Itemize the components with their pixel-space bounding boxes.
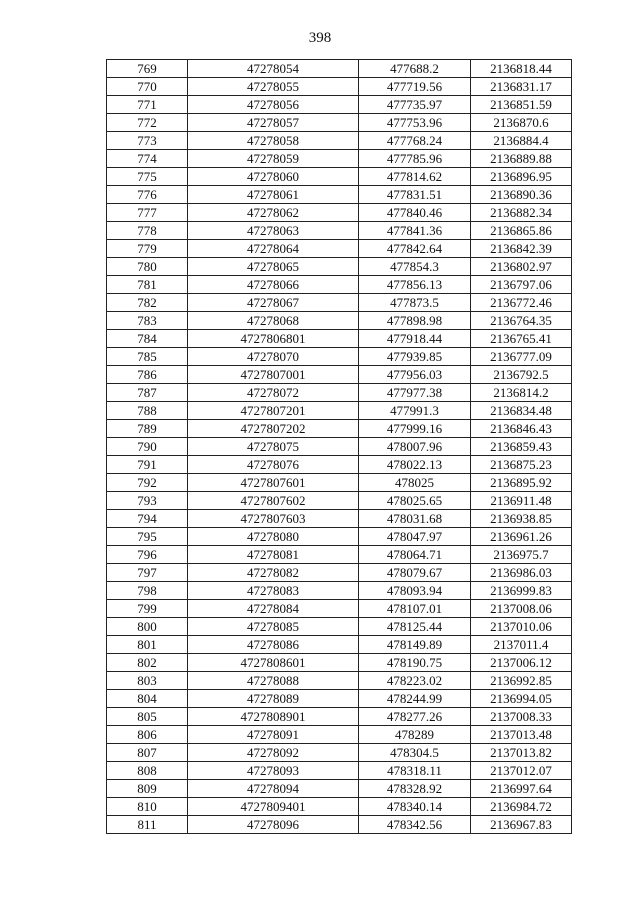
x-coordinate-cell: 478079.67 xyxy=(359,564,471,582)
page-number: 398 xyxy=(308,30,332,46)
x-coordinate-cell: 477898.98 xyxy=(359,312,471,330)
x-coordinate-cell: 477854.3 xyxy=(359,258,471,276)
table-row xyxy=(107,384,572,402)
x-coordinate-cell: 478047.97 xyxy=(359,528,471,546)
table-row xyxy=(107,330,572,348)
y-coordinate-cell: 2136986.03 xyxy=(471,564,572,582)
table-row xyxy=(107,258,572,276)
table-row xyxy=(107,96,572,114)
x-coordinate-cell: 477840.46 xyxy=(359,204,471,222)
row-number-cell: 800 xyxy=(107,618,188,636)
point-id-cell: 47278062 xyxy=(188,204,359,222)
table-row xyxy=(107,456,572,474)
table-row xyxy=(107,420,572,438)
table-row xyxy=(107,204,572,222)
table-row xyxy=(107,240,572,258)
x-coordinate-cell: 478190.75 xyxy=(359,654,471,672)
y-coordinate-cell: 2137012.07 xyxy=(471,762,572,780)
table-row xyxy=(107,132,572,150)
x-coordinate-cell: 477841.36 xyxy=(359,222,471,240)
point-id-cell: 4727807202 xyxy=(188,420,359,438)
x-coordinate-cell: 478244.99 xyxy=(359,690,471,708)
x-coordinate-cell: 478007.96 xyxy=(359,438,471,456)
row-number-cell: 807 xyxy=(107,744,188,762)
y-coordinate-cell: 2136870.6 xyxy=(471,114,572,132)
y-coordinate-cell: 2137008.33 xyxy=(471,708,572,726)
x-coordinate-cell: 477831.51 xyxy=(359,186,471,204)
row-number-cell: 805 xyxy=(107,708,188,726)
table-row xyxy=(107,276,572,294)
row-number-cell: 808 xyxy=(107,762,188,780)
row-number-cell: 789 xyxy=(107,420,188,438)
row-number-cell: 773 xyxy=(107,132,188,150)
x-coordinate-cell: 477918.44 xyxy=(359,330,471,348)
y-coordinate-cell: 2136994.05 xyxy=(471,690,572,708)
x-coordinate-cell: 477753.96 xyxy=(359,114,471,132)
table-row xyxy=(107,366,572,384)
point-id-cell: 47278072 xyxy=(188,384,359,402)
row-number-cell: 784 xyxy=(107,330,188,348)
y-coordinate-cell: 2137013.48 xyxy=(471,726,572,744)
row-number-cell: 788 xyxy=(107,402,188,420)
table-row xyxy=(107,222,572,240)
point-id-cell: 47278056 xyxy=(188,96,359,114)
point-id-cell: 47278059 xyxy=(188,150,359,168)
y-coordinate-cell: 2136889.88 xyxy=(471,150,572,168)
point-id-cell: 47278091 xyxy=(188,726,359,744)
table-row xyxy=(107,600,572,618)
table-row xyxy=(107,618,572,636)
x-coordinate-cell: 477735.97 xyxy=(359,96,471,114)
y-coordinate-cell: 2136865.86 xyxy=(471,222,572,240)
point-id-cell: 47278076 xyxy=(188,456,359,474)
coordinates-table xyxy=(106,59,572,834)
table-row xyxy=(107,186,572,204)
y-coordinate-cell: 2136882.34 xyxy=(471,204,572,222)
table-row xyxy=(107,168,572,186)
table-row xyxy=(107,348,572,366)
row-number-cell: 792 xyxy=(107,474,188,492)
y-coordinate-cell: 2136846.43 xyxy=(471,420,572,438)
y-coordinate-cell: 2136851.59 xyxy=(471,96,572,114)
y-coordinate-cell: 2136818.44 xyxy=(471,60,572,78)
row-number-cell: 799 xyxy=(107,600,188,618)
point-id-cell: 47278084 xyxy=(188,600,359,618)
table-body xyxy=(107,60,572,834)
y-coordinate-cell: 2136961.26 xyxy=(471,528,572,546)
row-number-cell: 782 xyxy=(107,294,188,312)
row-number-cell: 770 xyxy=(107,78,188,96)
x-coordinate-cell: 477873.5 xyxy=(359,294,471,312)
row-number-cell: 795 xyxy=(107,528,188,546)
x-coordinate-cell: 477768.24 xyxy=(359,132,471,150)
point-id-cell: 47278081 xyxy=(188,546,359,564)
y-coordinate-cell: 2136764.35 xyxy=(471,312,572,330)
table-row xyxy=(107,582,572,600)
x-coordinate-cell: 478025.65 xyxy=(359,492,471,510)
x-coordinate-cell: 478289 xyxy=(359,726,471,744)
row-number-cell: 775 xyxy=(107,168,188,186)
point-id-cell: 4727807603 xyxy=(188,510,359,528)
row-number-cell: 802 xyxy=(107,654,188,672)
point-id-cell: 47278089 xyxy=(188,690,359,708)
table-row xyxy=(107,294,572,312)
point-id-cell: 47278064 xyxy=(188,240,359,258)
y-coordinate-cell: 2136777.09 xyxy=(471,348,572,366)
table-row xyxy=(107,816,572,834)
row-number-cell: 772 xyxy=(107,114,188,132)
point-id-cell: 47278065 xyxy=(188,258,359,276)
y-coordinate-cell: 2136842.39 xyxy=(471,240,572,258)
point-id-cell: 47278070 xyxy=(188,348,359,366)
table-row xyxy=(107,672,572,690)
point-id-cell: 47278075 xyxy=(188,438,359,456)
x-coordinate-cell: 477785.96 xyxy=(359,150,471,168)
row-number-cell: 774 xyxy=(107,150,188,168)
point-id-cell: 47278055 xyxy=(188,78,359,96)
x-coordinate-cell: 477939.85 xyxy=(359,348,471,366)
row-number-cell: 778 xyxy=(107,222,188,240)
y-coordinate-cell: 2136999.83 xyxy=(471,582,572,600)
x-coordinate-cell: 477999.16 xyxy=(359,420,471,438)
row-number-cell: 791 xyxy=(107,456,188,474)
table-row xyxy=(107,798,572,816)
y-coordinate-cell: 2136890.36 xyxy=(471,186,572,204)
y-coordinate-cell: 2136895.92 xyxy=(471,474,572,492)
point-id-cell: 47278096 xyxy=(188,816,359,834)
table-row xyxy=(107,114,572,132)
point-id-cell: 47278061 xyxy=(188,186,359,204)
table-row xyxy=(107,762,572,780)
y-coordinate-cell: 2136984.72 xyxy=(471,798,572,816)
x-coordinate-cell: 478149.89 xyxy=(359,636,471,654)
table-row xyxy=(107,780,572,798)
table-row xyxy=(107,654,572,672)
x-coordinate-cell: 478125.44 xyxy=(359,618,471,636)
table-row xyxy=(107,744,572,762)
y-coordinate-cell: 2137010.06 xyxy=(471,618,572,636)
x-coordinate-cell: 478277.26 xyxy=(359,708,471,726)
y-coordinate-cell: 2136875.23 xyxy=(471,456,572,474)
x-coordinate-cell: 478022.13 xyxy=(359,456,471,474)
x-coordinate-cell: 477956.03 xyxy=(359,366,471,384)
x-coordinate-cell: 477719.56 xyxy=(359,78,471,96)
point-id-cell: 47278094 xyxy=(188,780,359,798)
x-coordinate-cell: 478318.11 xyxy=(359,762,471,780)
point-id-cell: 47278092 xyxy=(188,744,359,762)
row-number-cell: 797 xyxy=(107,564,188,582)
table-row xyxy=(107,546,572,564)
y-coordinate-cell: 2136967.83 xyxy=(471,816,572,834)
point-id-cell: 47278054 xyxy=(188,60,359,78)
point-id-cell: 4727807602 xyxy=(188,492,359,510)
x-coordinate-cell: 478304.5 xyxy=(359,744,471,762)
table-row xyxy=(107,438,572,456)
point-id-cell: 47278080 xyxy=(188,528,359,546)
table-row xyxy=(107,726,572,744)
y-coordinate-cell: 2136859.43 xyxy=(471,438,572,456)
x-coordinate-cell: 478031.68 xyxy=(359,510,471,528)
x-coordinate-cell: 477977.38 xyxy=(359,384,471,402)
x-coordinate-cell: 478223.02 xyxy=(359,672,471,690)
y-coordinate-cell: 2136997.64 xyxy=(471,780,572,798)
row-number-cell: 809 xyxy=(107,780,188,798)
point-id-cell: 47278058 xyxy=(188,132,359,150)
x-coordinate-cell: 478340.14 xyxy=(359,798,471,816)
table-row xyxy=(107,636,572,654)
x-coordinate-cell: 478093.94 xyxy=(359,582,471,600)
x-coordinate-cell: 477991.3 xyxy=(359,402,471,420)
row-number-cell: 769 xyxy=(107,60,188,78)
row-number-cell: 804 xyxy=(107,690,188,708)
y-coordinate-cell: 2137008.06 xyxy=(471,600,572,618)
y-coordinate-cell: 2136834.48 xyxy=(471,402,572,420)
y-coordinate-cell: 2136797.06 xyxy=(471,276,572,294)
row-number-cell: 783 xyxy=(107,312,188,330)
table-row xyxy=(107,708,572,726)
row-number-cell: 785 xyxy=(107,348,188,366)
point-id-cell: 4727806801 xyxy=(188,330,359,348)
table-row xyxy=(107,78,572,96)
row-number-cell: 787 xyxy=(107,384,188,402)
x-coordinate-cell: 478107.01 xyxy=(359,600,471,618)
x-coordinate-cell: 477688.2 xyxy=(359,60,471,78)
y-coordinate-cell: 2136765.41 xyxy=(471,330,572,348)
row-number-cell: 781 xyxy=(107,276,188,294)
row-number-cell: 786 xyxy=(107,366,188,384)
y-coordinate-cell: 2136992.85 xyxy=(471,672,572,690)
row-number-cell: 798 xyxy=(107,582,188,600)
table-row xyxy=(107,564,572,582)
row-number-cell: 780 xyxy=(107,258,188,276)
x-coordinate-cell: 477814.62 xyxy=(359,168,471,186)
point-id-cell: 47278085 xyxy=(188,618,359,636)
y-coordinate-cell: 2136772.46 xyxy=(471,294,572,312)
y-coordinate-cell: 2136814.2 xyxy=(471,384,572,402)
row-number-cell: 771 xyxy=(107,96,188,114)
row-number-cell: 801 xyxy=(107,636,188,654)
y-coordinate-cell: 2136831.17 xyxy=(471,78,572,96)
point-id-cell: 4727807001 xyxy=(188,366,359,384)
row-number-cell: 796 xyxy=(107,546,188,564)
y-coordinate-cell: 2136802.97 xyxy=(471,258,572,276)
row-number-cell: 810 xyxy=(107,798,188,816)
point-id-cell: 4727808601 xyxy=(188,654,359,672)
table-row xyxy=(107,150,572,168)
point-id-cell: 47278068 xyxy=(188,312,359,330)
y-coordinate-cell: 2136911.48 xyxy=(471,492,572,510)
y-coordinate-cell: 2137011.4 xyxy=(471,636,572,654)
x-coordinate-cell: 478064.71 xyxy=(359,546,471,564)
row-number-cell: 803 xyxy=(107,672,188,690)
point-id-cell: 4727808901 xyxy=(188,708,359,726)
point-id-cell: 47278086 xyxy=(188,636,359,654)
table-row xyxy=(107,402,572,420)
row-number-cell: 777 xyxy=(107,204,188,222)
y-coordinate-cell: 2136884.4 xyxy=(471,132,572,150)
table-row xyxy=(107,492,572,510)
point-id-cell: 47278066 xyxy=(188,276,359,294)
point-id-cell: 47278067 xyxy=(188,294,359,312)
x-coordinate-cell: 478328.92 xyxy=(359,780,471,798)
y-coordinate-cell: 2136896.95 xyxy=(471,168,572,186)
x-coordinate-cell: 478342.56 xyxy=(359,816,471,834)
point-id-cell: 47278088 xyxy=(188,672,359,690)
point-id-cell: 47278093 xyxy=(188,762,359,780)
x-coordinate-cell: 478025 xyxy=(359,474,471,492)
point-id-cell: 4727809401 xyxy=(188,798,359,816)
row-number-cell: 776 xyxy=(107,186,188,204)
table-row xyxy=(107,474,572,492)
point-id-cell: 47278082 xyxy=(188,564,359,582)
point-id-cell: 47278063 xyxy=(188,222,359,240)
point-id-cell: 47278060 xyxy=(188,168,359,186)
table-row xyxy=(107,690,572,708)
y-coordinate-cell: 2137006.12 xyxy=(471,654,572,672)
table-row xyxy=(107,528,572,546)
table-row xyxy=(107,312,572,330)
y-coordinate-cell: 2136938.85 xyxy=(471,510,572,528)
row-number-cell: 794 xyxy=(107,510,188,528)
y-coordinate-cell: 2136792.5 xyxy=(471,366,572,384)
row-number-cell: 793 xyxy=(107,492,188,510)
point-id-cell: 4727807201 xyxy=(188,402,359,420)
point-id-cell: 47278083 xyxy=(188,582,359,600)
y-coordinate-cell: 2136975.7 xyxy=(471,546,572,564)
x-coordinate-cell: 477842.64 xyxy=(359,240,471,258)
table-row xyxy=(107,60,572,78)
point-id-cell: 4727807601 xyxy=(188,474,359,492)
row-number-cell: 790 xyxy=(107,438,188,456)
table-row xyxy=(107,510,572,528)
x-coordinate-cell: 477856.13 xyxy=(359,276,471,294)
row-number-cell: 806 xyxy=(107,726,188,744)
row-number-cell: 811 xyxy=(107,816,188,834)
y-coordinate-cell: 2137013.82 xyxy=(471,744,572,762)
point-id-cell: 47278057 xyxy=(188,114,359,132)
row-number-cell: 779 xyxy=(107,240,188,258)
